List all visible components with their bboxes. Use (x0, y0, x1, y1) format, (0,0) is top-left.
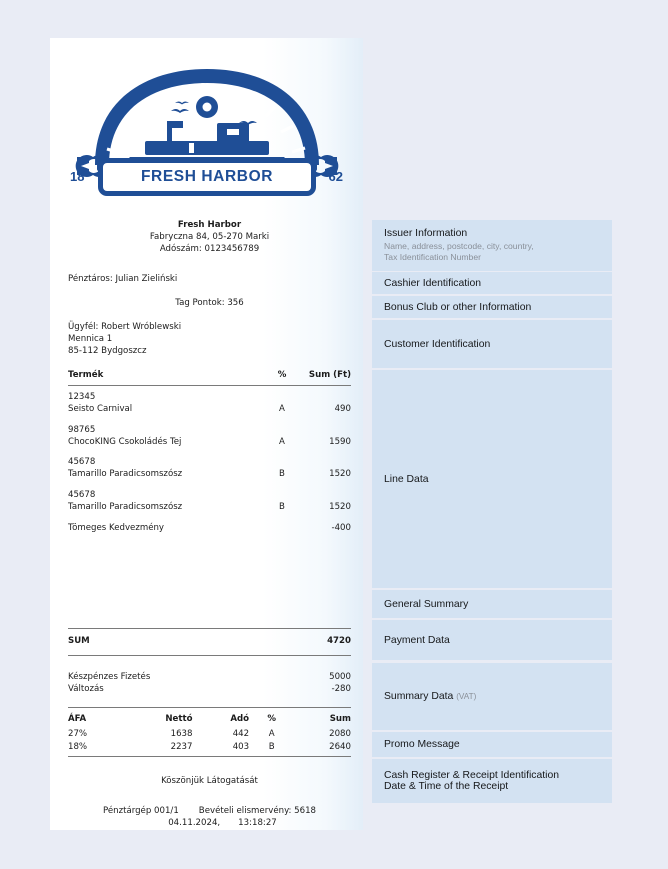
item-code: 45678 (68, 457, 96, 468)
customer-city: 85-112 Bydgoszcz (68, 345, 147, 356)
total-block (68, 628, 351, 656)
vat-rate: 18% (68, 741, 88, 752)
receipt-date: 04.11.2024, (168, 817, 221, 828)
annotation-issuer-information (372, 220, 612, 271)
register-id: Pénztárgép 001/1 (102, 806, 179, 816)
item-code: 12345 (68, 392, 96, 402)
change-label: Változás (68, 683, 104, 694)
issuer-address: Fabryczna 84, 05-270 Marki (149, 231, 270, 242)
line-item (68, 392, 351, 416)
logo-wordmark: FRESH HARBOR (140, 168, 274, 185)
item-vat-class: B (279, 469, 285, 480)
annotation-promo-message (372, 732, 612, 757)
vat-net: 2237 (170, 741, 193, 752)
annotation-cash-register-identification (372, 759, 612, 803)
line-item (68, 490, 351, 514)
item-sum: 1520 (329, 502, 351, 513)
promo-block (68, 776, 351, 788)
payment-label: Készpénzes Fizetés (68, 672, 151, 682)
line-items (68, 392, 351, 544)
annotation-title (384, 691, 612, 702)
annotation-title: Payment Data (384, 634, 450, 646)
total-label: SUM (68, 636, 90, 646)
discount-vat-class (265, 523, 299, 535)
annotation-customer-identification (372, 320, 612, 368)
customer-street: Mennica 1 (68, 333, 113, 344)
item-sum: 1520 (329, 469, 351, 480)
payment-block (68, 672, 351, 696)
item-sum: 1590 (329, 436, 351, 447)
line-item (68, 457, 351, 481)
item-vat-class: A (279, 436, 285, 447)
change-value: -280 (331, 683, 351, 694)
annotation-title: Bonus Club or other Information (384, 301, 532, 313)
discount-row (68, 523, 351, 535)
customer-block (68, 322, 351, 358)
vat-net: 1638 (170, 728, 193, 739)
annotation-title: General Summary (384, 598, 469, 610)
logo-right-number: 62 (328, 169, 343, 184)
annotation-title: Cashier Identification (384, 277, 482, 289)
vat-tax: 403 (232, 741, 250, 752)
vat-class: A (268, 728, 275, 739)
annotation-cashier-identification (372, 272, 612, 294)
cashier-block (68, 274, 351, 286)
line-item (68, 425, 351, 449)
bonus-points: Tag Pontok: 356 (175, 298, 244, 308)
annotation-title: Line Data (384, 473, 429, 485)
logo-wordmark-plaque (98, 158, 316, 196)
annotation-title-line2: Date & Time of the Receipt (384, 781, 509, 792)
vat-col-afa: ÁFA (68, 714, 87, 724)
annotation-subtitle-line1: Name, address, postcode, city, country, (384, 240, 534, 251)
item-name: Seisto Carnival (68, 403, 133, 414)
payment-value: 5000 (329, 672, 351, 682)
vat-class: B (268, 741, 275, 752)
vat-col-net: Nettó (165, 714, 193, 724)
vat-row (68, 728, 351, 741)
vat-table (68, 714, 351, 754)
annotation-summary-data-vat (372, 663, 612, 730)
vat-summary-block (68, 707, 351, 757)
cashier-name: Pénztáros: Julian Zieliński (68, 274, 178, 284)
vat-col-sum: Sum (329, 714, 351, 724)
annotation-title-line1: Cash Register & Receipt Identification (384, 770, 559, 781)
receipt-number: Bevételi elismervény: 5618 (198, 806, 317, 816)
item-name: Tamarillo Paradicsomszósz (68, 502, 183, 513)
item-vat-class: A (279, 403, 285, 414)
receipt-time: 13:18:27 (238, 817, 277, 828)
annotation-payment-data (372, 620, 612, 660)
footer-block (68, 806, 351, 830)
annotation-subtitle-line2: Tax Identification Number (384, 252, 481, 262)
logo-left-number: 18 (70, 169, 85, 184)
issuer-name: Fresh Harbor (177, 220, 242, 230)
item-name: ChocoKING Csokoládés Tej (68, 436, 182, 447)
promo-message: Köszönjük Látogatását (161, 776, 258, 786)
item-sum: 490 (334, 403, 351, 414)
annotation-title: Issuer Information (384, 227, 468, 239)
col-header-sum: Sum (Ft) (299, 370, 351, 385)
vat-rate: 27% (68, 728, 88, 739)
bonus-block (68, 298, 351, 310)
annotation-line-data (372, 370, 612, 588)
vat-col-pct: % (267, 714, 277, 724)
vat-sum: 2080 (329, 728, 351, 739)
discount-label: Tömeges Kedvezmény (68, 522, 165, 533)
receipt-card (50, 38, 363, 830)
vat-col-tax: Adó (230, 714, 250, 724)
annotation-title: Promo Message (384, 739, 460, 750)
vat-row (68, 741, 351, 754)
items-header (68, 370, 351, 386)
col-header-product: Termék (68, 370, 265, 385)
annotation-title-text: Summary Data (384, 691, 454, 702)
item-vat-class: B (279, 502, 285, 513)
total-value: 4720 (327, 636, 351, 646)
issuer-tax-id: Adószám: 0123456789 (159, 243, 260, 254)
vat-sum: 2640 (329, 741, 351, 752)
issuer-block (68, 220, 351, 256)
annotation-bonus-club (372, 296, 612, 318)
col-header-pct: % (265, 370, 299, 385)
customer-name: Ügyfél: Robert Wróblewski (68, 322, 182, 332)
item-name: Tamarillo Paradicsomszósz (68, 469, 183, 480)
item-code: 45678 (68, 490, 96, 501)
item-code: 98765 (68, 424, 96, 435)
annotation-vat-tag: (VAT) (456, 692, 477, 701)
discount-sum: -400 (331, 522, 351, 533)
annotation-general-summary (372, 590, 612, 618)
annotation-title: Customer Identification (384, 338, 491, 350)
vat-tax: 442 (232, 728, 250, 739)
